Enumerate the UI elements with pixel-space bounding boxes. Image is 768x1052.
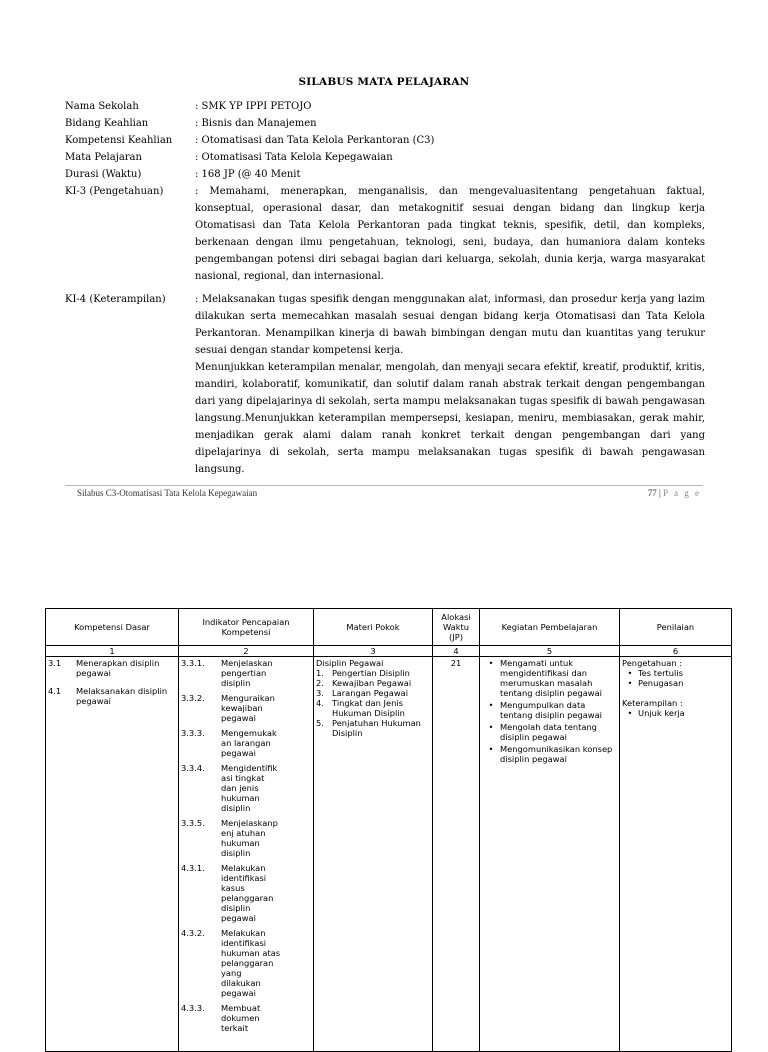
header-kompetensi-dasar: Kompetensi Dasar xyxy=(46,609,179,646)
indikator-item: 3.3.4. Mengidentifikasi tingkat dan jenis hukuman disiplin xyxy=(181,763,278,813)
penilaian-item: • Penugasan xyxy=(622,678,729,688)
info-row-kompetensi xyxy=(65,132,705,149)
column-number: 4 xyxy=(433,646,480,657)
info-row-ki4 xyxy=(65,291,705,359)
kegiatan-item: • Mengolah data tentang disiplin pegawai xyxy=(482,722,617,742)
cell-alokasi-waktu: 21 xyxy=(433,657,480,1052)
column-number: 6 xyxy=(620,646,732,657)
info-row-ki3 xyxy=(65,183,705,285)
header-penilaian: Penilaian xyxy=(620,609,732,646)
info-row-mapel xyxy=(65,149,705,166)
syllabus-table xyxy=(45,608,732,1052)
page-title: SILABUS MATA PELAJARAN xyxy=(298,76,470,88)
cell-kegiatan xyxy=(480,657,620,1052)
info-label: Mata Pelajaran xyxy=(65,152,142,163)
info-label: KI-4 (Keterampilan) xyxy=(65,294,166,305)
column-number: 3 xyxy=(314,646,433,657)
info-label: Nama Sekolah xyxy=(65,101,139,112)
indikator-item: 4.3.3. Membuat dokumen terkait xyxy=(181,1003,261,1033)
page-word: P a g e xyxy=(663,488,701,498)
info-label: Bidang Keahlian xyxy=(65,118,149,129)
page-number: 77 | xyxy=(647,488,661,498)
cell-kompetensi-dasar xyxy=(46,657,179,1052)
syllabus-info xyxy=(65,98,705,478)
column-number: 2 xyxy=(179,646,314,657)
bullet-icon: • xyxy=(627,668,633,678)
table-row xyxy=(46,657,732,1052)
cell-penilaian xyxy=(620,657,732,1052)
penilaian-item: • Tes tertulis xyxy=(622,668,729,678)
indikator-item: 3.3.1. Menjelaskan pengertian disiplin xyxy=(181,658,273,688)
materi-item: 5. Penjatuhan Hukuman Disiplin xyxy=(316,718,421,738)
penilaian-item: • Unjuk kerja xyxy=(622,708,729,718)
materi-item: 2. Kewajiban Pegawai xyxy=(316,678,412,688)
kegiatan-item: • Mengumpulkan data tentang disiplin pegawai xyxy=(482,700,617,720)
info-label: Kompetensi Keahlian xyxy=(65,135,173,146)
bullet-icon: • xyxy=(488,744,494,754)
bullet-icon: • xyxy=(488,700,494,710)
page-footer xyxy=(65,485,703,498)
header-kegiatan: Kegiatan Pembelajaran xyxy=(480,609,620,646)
info-row-bidang xyxy=(65,115,705,132)
cell-materi-pokok xyxy=(314,657,433,1052)
bullet-icon: • xyxy=(488,658,494,668)
info-row-nama-sekolah xyxy=(65,98,705,115)
header-indikator: Indikator Pencapaian Kompetensi xyxy=(179,609,314,646)
kd-item: 4.1 Melaksanakan disiplin pegawai xyxy=(48,686,168,706)
footer-title: Silabus C3-Otomatisasi Tata Kelola Kepegawaian xyxy=(77,488,258,498)
column-number: 5 xyxy=(480,646,620,657)
ki4-continuation: Menunjukkan keterampilan menalar, mengolah, dan menyaji secara efektif, kreatif, produktif, kritis, mandiri, kolaboratif, komunikatif, dan solutif dalam ranah abstrak terkait dengan pengembangan dari yang dipelajarinya di sekolah, serta mampu melaksanakan tugas spesifik di bawah pengawasan langsung.Menunjukkan keterampilan mempersepsi, kesiapan, meniru, membiasakan, gerak mahir, menjadikan gerak alami dalam ranah konkret terkait dengan pengembangan dari yang dipelajarinya di sekolah, serta mampu melaksanakan tugas spesifik di bawah pengawasan langsung. xyxy=(195,362,705,475)
indikator-item: 3.3.3. Mengemukakan larangan pegawai xyxy=(181,728,277,758)
materi-item: 4. Tingkat dan Jenis Hukuman Disiplin xyxy=(316,698,405,718)
kd-item: 3.1 Menerapkan disiplin pegawai xyxy=(48,658,160,678)
info-row-durasi xyxy=(65,166,705,183)
header-alokasi-waktu: Alokasi Waktu (JP) xyxy=(433,609,480,646)
info-value: : Otomatisasi Tata Kelola Kepegawaian xyxy=(195,152,393,163)
table-number-row xyxy=(46,646,732,657)
bullet-icon: • xyxy=(488,722,494,732)
info-value: : 168 JP (@ 40 Menit xyxy=(195,169,301,180)
table-header-row xyxy=(46,609,732,646)
materi-title: Disiplin Pegawai xyxy=(316,658,384,668)
indikator-item: 4.3.2. Melakukan identifikasi hukuman atas pelanggaran yang dilakukan pegawai xyxy=(181,928,281,998)
indikator-item: 3.3.2. Menguraikan kewajiban pegawai xyxy=(181,693,275,723)
bullet-icon: • xyxy=(627,708,633,718)
footer-page xyxy=(648,488,701,498)
keterampilan-label: Keterampilan : xyxy=(622,698,683,708)
pengetahuan-label: Pengetahuan : xyxy=(622,658,683,668)
materi-item: 1. Pengertian Disiplin xyxy=(316,668,410,678)
info-value: : SMK YP IPPI PETOJO xyxy=(195,101,312,112)
cell-indikator xyxy=(179,657,314,1052)
info-value: : Melaksanakan tugas spesifik dengan menggunakan alat, informasi, dan prosedur kerja yang lazim dilakukan serta memecahkan masalah sesuai dengan bidang kerja Otomatisasi dan Tata Kelola Perkantoran. Menampilkan kinerja di bawah bimbingan dengan mutu dan kuantitas yang terukur sesuai dengan standar kompetensi kerja. xyxy=(195,294,705,356)
header-materi-pokok: Materi Pokok xyxy=(314,609,433,646)
info-label: KI-3 (Pengetahuan) xyxy=(65,186,164,197)
column-number: 1 xyxy=(46,646,179,657)
info-value: : Bisnis dan Manajemen xyxy=(195,118,317,129)
bullet-icon: • xyxy=(627,678,633,688)
indikator-item: 3.3.5. Menjelaskanpenj atuhan hukuman disiplin xyxy=(181,818,278,858)
materi-item: 3. Larangan Pegawai xyxy=(316,688,409,698)
info-label: Durasi (Waktu) xyxy=(65,169,142,180)
kegiatan-item: • Mengomunikasikan konsep disiplin pegawai xyxy=(482,744,617,764)
info-value: : Memahami, menerapkan, menganalisis, dan mengevaluasitentang pengetahuan faktual, konseptual, operasional dasar, dan metakognitif sesuai dengan bidang dan lingkup kerja Otomatisasi dan Tata Kelola Perkantoran pada tingkat teknis, spesifik, detil, dan kompleks, berkenaan dengan ilmu pengetahuan, teknologi, seni, budaya, dan humaniora dalam konteks pengembangan potensi diri sebagai bagian dari keluarga, sekolah, dunia kerja, warga masyarakat nasional, regional, dan internasional. xyxy=(195,186,705,282)
indikator-item: 4.3.1. Melakukan identifikasi kasus pelanggaran disiplin pegawai xyxy=(181,863,274,923)
kegiatan-item: • Mengamati untuk mengidentifikasi dan merumuskan masalah tentang disiplin pegawai xyxy=(482,658,617,698)
info-value: : Otomatisasi dan Tata Kelola Perkantoran (C3) xyxy=(195,135,435,146)
